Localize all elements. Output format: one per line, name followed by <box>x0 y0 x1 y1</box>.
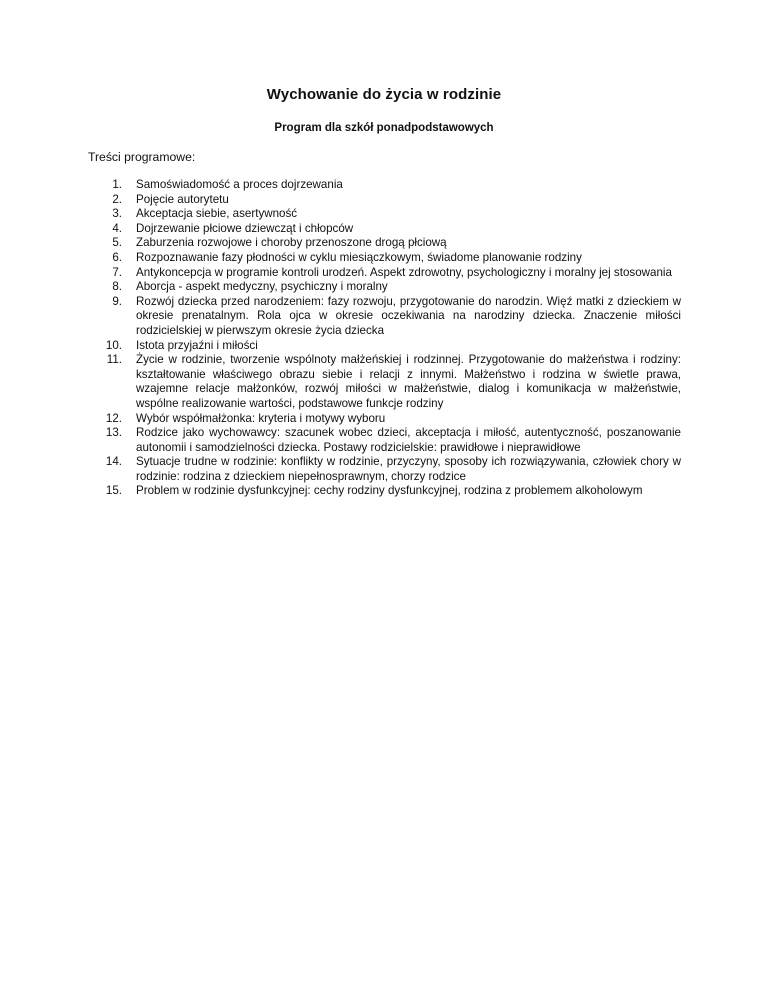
item-text: Istota przyjaźni i miłości <box>136 338 258 352</box>
item-number: 9. <box>112 294 122 308</box>
content-list <box>88 178 681 499</box>
item-text: Życie w rodzinie, tworzenie wspólnoty małżeńskiej i rodzinnej. Przygotowanie do małżeństwa i rodziny: kształtowanie właściwego obrazu siebie i relacji z innymi. Małżeństwo i rodzina w świetle prawa, wzajemne relacje małżonków, rozwój miłości w małżeństwie, dialog i komunikacja w małżeństwie, wspólne realizowanie wartości, podstawowe funkcje rodziny <box>136 353 681 410</box>
list-item <box>88 207 681 222</box>
item-number: 11. <box>106 353 122 367</box>
item-number: 14. <box>105 455 122 469</box>
list-item <box>88 266 681 281</box>
item-text: Dojrzewanie płciowe dziewcząt i chłopców <box>136 221 354 235</box>
item-number: 13. <box>105 426 122 440</box>
content-intro: Treści programowe: <box>88 150 196 164</box>
item-text: Antykoncepcja w programie kontroli urodzeń. Aspekt zdrowotny, psychologiczny i moralny jej stosowania <box>136 265 672 279</box>
list-item <box>88 178 681 193</box>
list-item <box>88 455 681 484</box>
item-text: Aborcja - aspekt medyczny, psychiczny i moralny <box>136 280 388 294</box>
item-number: 8. <box>112 280 122 294</box>
list-item <box>88 280 681 295</box>
item-number: 2. <box>112 192 122 206</box>
item-number: 10. <box>105 338 122 352</box>
list-item <box>88 353 681 411</box>
item-number: 1. <box>112 178 122 191</box>
list-item <box>88 412 681 427</box>
item-text: Akceptacja siebie, asertywność <box>136 207 298 221</box>
list-item <box>88 339 681 354</box>
list-item <box>88 251 681 266</box>
item-text: Samoświadomość a proces dojrzewania <box>136 178 343 191</box>
item-number: 4. <box>112 221 122 235</box>
list-item <box>88 236 681 251</box>
item-text: Rozpoznawanie fazy płodności w cyklu miesiączkowym, świadome planowanie rodziny <box>136 250 582 264</box>
item-text: Problem w rodzinie dysfunkcyjnej: cechy rodziny dysfunkcyjnej, rodzina z problemem alkoholowym <box>136 484 643 498</box>
list-item <box>88 484 681 499</box>
item-text: Zaburzenia rozwojowe i choroby przenoszone drogą płciową <box>136 236 447 250</box>
item-text: Rodzice jako wychowawcy: szacunek wobec dzieci, akceptacja i miłość, autentyczność, poszanowanie autonomii i samodzielności dziecka. Postawy rodzicielskie: prawidłowe i nieprawidłowe <box>136 426 681 454</box>
item-text: Sytuacje trudne w rodzinie: konflikty w rodzinie, przyczyny, sposoby ich rozwiązywania, człowiek chory w rodzinie: rodzina z dzieckiem niepełnosprawnym, chorzy rodzice <box>136 455 681 483</box>
document-title: Wychowanie do życia w rodzinie <box>266 86 502 103</box>
item-number: 15. <box>105 484 122 498</box>
item-text: Pojęcie autorytetu <box>136 192 229 206</box>
item-number: 3. <box>112 207 122 221</box>
list-item <box>88 426 681 455</box>
item-number: 5. <box>112 236 122 250</box>
item-number: 12. <box>105 411 122 425</box>
item-text: Rozwój dziecka przed narodzeniem: fazy rozwoju, przygotowanie do narodzin. Więź matki z dzieckiem w okresie prenatalnym. Rola ojca w okresie oczekiwania na narodziny dziecka. Znaczenie miłości rodzicielskiej w pierwszym okresie życia dziecka <box>136 294 681 337</box>
item-number: 6. <box>112 250 122 264</box>
list-item <box>88 295 681 339</box>
list-item <box>88 193 681 208</box>
list-item <box>88 222 681 237</box>
item-number: 7. <box>112 265 122 279</box>
document-subtitle: Program dla szkół ponadpodstawowych <box>274 122 494 134</box>
item-text: Wybór współmałżonka: kryteria i motywy wyboru <box>136 411 386 425</box>
